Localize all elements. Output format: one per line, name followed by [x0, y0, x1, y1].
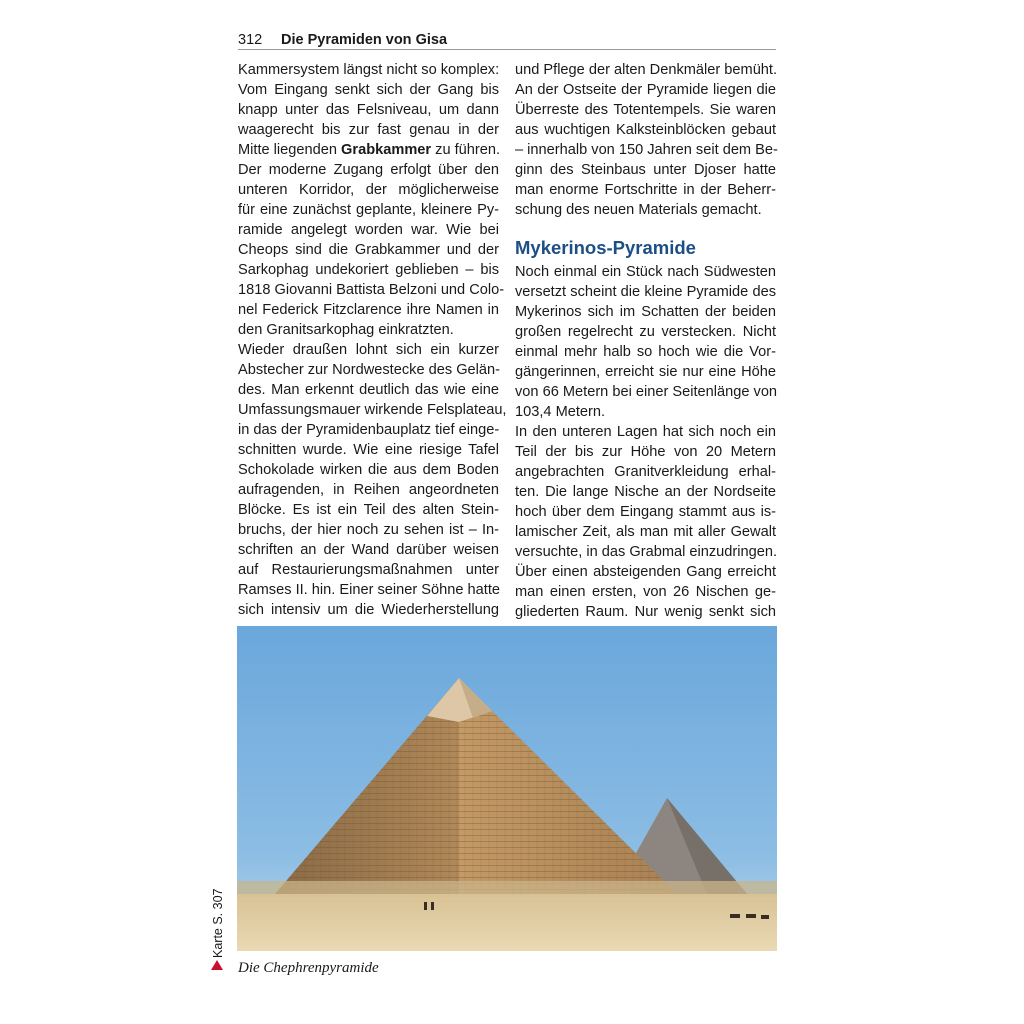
text-line: einmal mehr halb so hoch wie die Vor- [515, 344, 776, 360]
text-fragment: Mitte liegenden [238, 142, 342, 158]
text-line: 103,4 Metern. [515, 404, 606, 420]
bold-term: Grabkammer [341, 142, 432, 158]
text-line: Blöcke. Es ist ein Teil des alten Stein- [238, 502, 499, 518]
text-line: Abstecher zur Nordwestecke des Gelän- [238, 362, 500, 378]
text-line: In den unteren Lagen hat sich noch ein [515, 424, 776, 440]
text-line: bruchs, der hier noch zu sehen ist – In- [238, 522, 499, 538]
text-line: Sarkophag undekoriert geblieben – bis [238, 262, 499, 278]
text-line: in das der Pyramidenbauplatz tief einge- [238, 422, 500, 438]
text-line: waagerecht bis zur fast genau in der [238, 122, 499, 138]
text-fragment: zu führen. [431, 142, 501, 158]
text-line: aus wuchtigen Kalksteinblöcken gebaut [515, 122, 776, 138]
text-line: angebrachten Granitverkleidung erhal- [515, 464, 776, 480]
text-line: unteren Korridor, der möglicherweise [238, 182, 499, 198]
text-line: – innerhalb von 150 Jahren seit dem Be- [515, 142, 778, 158]
text-line: knapp unter das Felsniveau, um dann [238, 102, 499, 118]
text-line: aufragenden, in Reihen angeordneten [238, 482, 499, 498]
text-line: gliederten Raum. Nur wenig senkt sich [515, 604, 776, 620]
text-line: Kammersystem längst nicht so komplex: [238, 62, 500, 78]
running-title: Die Pyramiden von Gisa [281, 32, 448, 48]
map-arrow-icon [211, 960, 223, 970]
text-line: ginn des Steinbaus unter Djoser hatte [515, 162, 776, 178]
desert-sand [237, 894, 777, 951]
text-line: ten. Die lange Nische an der Nordseite [515, 484, 776, 500]
text-line: sich intensiv um die Wiederherstellung [238, 602, 499, 618]
left-column [238, 60, 507, 620]
right-column [515, 60, 776, 622]
text-line: schung des neuen Materials gemacht. [515, 202, 762, 218]
text-line: für eine zunächst geplante, kleinere Py- [238, 202, 499, 218]
text-line: Cheops sind die Grabkammer und der [238, 242, 499, 258]
text-line: den Granitsarkophag einkratzten. [238, 322, 454, 338]
text-line: gängerinnen, erreicht sie nur eine Höhe [515, 364, 776, 380]
text-line: von 66 Metern bei einer Seitenlänge von [515, 384, 778, 400]
text-line: man einen ersten, von 26 Nischen ge- [515, 584, 776, 600]
text-line [238, 140, 499, 160]
map-reference: Karte S. 307 [211, 888, 225, 958]
running-header [238, 31, 776, 50]
text-line: schriften an der Wand darüber weisen [238, 542, 499, 558]
text-line: Teil der bis zur Höhe von 20 Metern [515, 444, 776, 460]
text-line: versetzt scheint die kleine Pyramide des [515, 284, 776, 300]
text-line: ramide angelegt worden war. Wie bei [238, 222, 499, 238]
text-line: Schokolade wirken die aus dem Boden [238, 462, 499, 478]
text-line: Über einen absteigenden Gang erreicht [515, 564, 776, 580]
pyramids-photo [237, 626, 777, 951]
text-line: lamischer Zeit, als man mit aller Gewalt [515, 524, 776, 540]
page-number: 312 [238, 32, 263, 48]
text-line: Mykerinos sich im Schatten der beiden [515, 304, 776, 320]
text-line: Wieder draußen lohnt sich ein kurzer [238, 342, 499, 358]
text-line: Ramses II. hin. Einer seiner Söhne hatte [238, 582, 501, 598]
photo-caption: Die Chephrenpyramide [238, 960, 379, 976]
text-line: 1818 Giovanni Battista Belzoni und Colo- [238, 282, 505, 298]
text-line: Der moderne Zugang erfolgt über den [238, 162, 499, 178]
text-line: Vom Eingang senkt sich der Gang bis [238, 82, 499, 98]
text-line: und Pflege der alten Denkmäler bemüht. [515, 62, 778, 78]
text-line: großen regelrecht zu verstecken. Nicht [515, 324, 776, 340]
text-line: Überreste des Totentempels. Sie waren [515, 102, 776, 118]
text-line: des. Man erkennt deutlich das wie eine [238, 382, 499, 398]
text-line: versuchte, in das Grabmal einzudringen. [515, 544, 778, 560]
text-line: schnitten wurde. Wie eine riesige Tafel [238, 442, 499, 458]
text-line: auf Restaurierungsmaßnahmen unter [238, 562, 499, 578]
text-line: Noch einmal ein Stück nach Südwesten [515, 264, 776, 280]
text-line: Umfassungsmauer wirkende Felsplateau, [238, 402, 507, 418]
text-line: hoch über dem Eingang stammt aus is- [515, 504, 776, 520]
section-heading: Mykerinos-Pyramide [515, 237, 696, 258]
text-line: An der Ostseite der Pyramide liegen die [515, 82, 776, 98]
text-line: man enorme Fortschritte in der Beherr- [515, 182, 776, 198]
text-line: nel Federick Fitzclarence ihre Namen in [238, 302, 499, 318]
